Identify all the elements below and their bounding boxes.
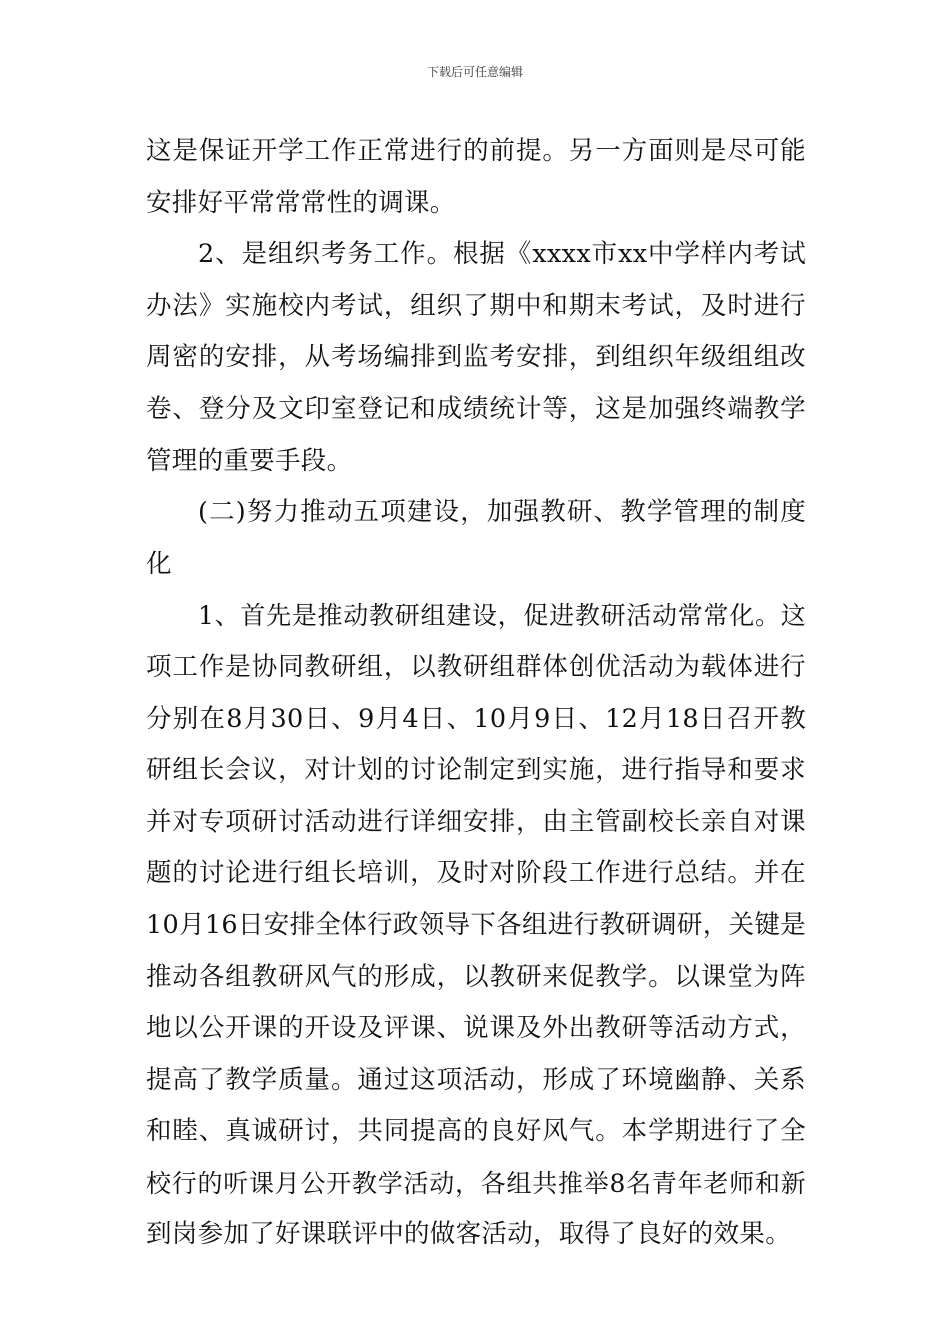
text-line: 校行的听课月公开教学活动，各组共推举8名青年老师和新 (146, 1168, 806, 1198)
text-line: 10月16日安排全体行政领导下各组进行教研调研，关键是 (146, 909, 806, 940)
page-header: 下载后可任意编辑 (426, 65, 523, 79)
text-line: 办法》实施校内考试，组织了期中和期末考试，及时进行 (146, 290, 806, 321)
text-line: 2、是组织考务工作。根据《xxxx市xx中学样内考试 (198, 239, 806, 270)
text-line: 研组长会议，对计划的讨论制定到实施，进行指导和要求 (146, 755, 806, 786)
text-line: 1、首先是推动教研组建设，促进教研活动常常化。这 (198, 601, 806, 631)
text-line: (二)努力推动五项建设，加强教研、教学管理的制度 (198, 497, 806, 528)
document-body (146, 126, 806, 1261)
text-line: 到岗参加了好课联评中的做客活动，取得了良好的效果。 (146, 1219, 792, 1250)
text-line: 周密的安排，从考场编排到监考安排，到组织年级组组改 (146, 342, 806, 373)
text-line: 和睦、真诚研讨，共同提高的良好风气。本学期进行了全 (146, 1116, 806, 1147)
text-line: 化 (146, 548, 172, 579)
text-line: 题的讨论进行组长培训，及时对阶段工作进行总结。并在 (146, 858, 806, 889)
text-line: 这是保证开学工作正常进行的前提。另一方面则是尽可能 (146, 136, 806, 166)
text-line: 卷、登分及文印室登记和成绩统计等，这是加强终端教学 (146, 393, 806, 424)
text-line: 推动各组教研风气的形成，以教研来促教学。以课堂为阵 (146, 961, 806, 992)
text-line: 提高了教学质量。通过这项活动，形成了环境幽静、关系 (146, 1064, 806, 1095)
text-line: 管理的重要手段。 (146, 445, 353, 476)
text-line: 并对专项研讨活动进行详细安排，由主管副校长亲自对课 (146, 806, 806, 837)
text-line: 项工作是协同教研组，以教研组群体创优活动为载体进行 (146, 651, 806, 682)
text-line: 分别在8月30日、9月4日、10月9日、12月18日召开教 (146, 703, 806, 734)
text-line: 安排好平常常常性的调课。 (146, 187, 456, 218)
text-line: 地以公开课的开设及评课、说课及外出教研等活动方式， (146, 1013, 806, 1044)
